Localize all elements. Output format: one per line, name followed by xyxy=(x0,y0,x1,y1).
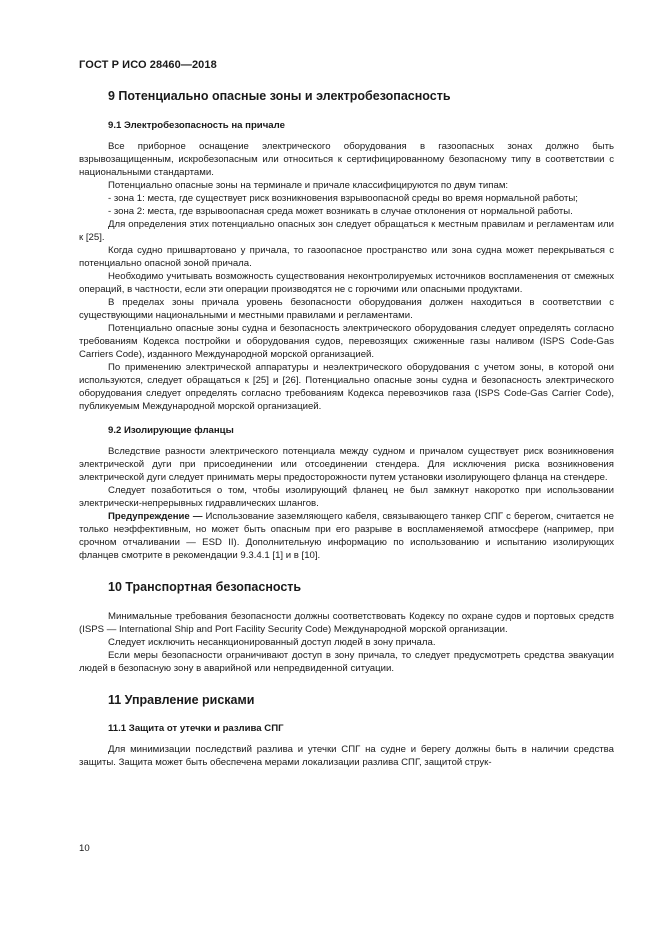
paragraph: Следует позаботиться о том, чтобы изолирующий фланец не был замкнут накоротко при использовании электрически-непрерывных гидравлических шлангов. xyxy=(79,485,614,509)
paragraph: Потенциально опасные зоны судна и безопасность электрического оборудования следует определять согласно требованиям Кодекса постройки и оборудования судов, перевозящих сжиженные газы наливом (ISPS Code-Gas Carriers Code), изданного Международной морской организацией. xyxy=(79,323,614,360)
list-item-zone-1: - зона 1: места, где существует риск возникновения взрывоопасной среды во время нормальной работы; xyxy=(108,193,578,204)
page-number: 10 xyxy=(79,843,90,854)
paragraph: Если меры безопасности ограничивают доступ в зону причала, то следует предусмотреть средства эвакуации людей в безопасную зону в аварийной или непредвиденной ситуации. xyxy=(79,650,614,674)
paragraph: По применению электрической аппаратуры и неэлектрического оборудования с учетом зоны, в которой они используются, следует обращаться к [25] и [26]. Потенциально опасные зоны судна и безопасность электрического оборудования следует определять согласно требованиям Кодекса перевозчиков газа (ISPS Code-Gas Carrier Code), публикуемым Международной морской организацией. xyxy=(79,362,614,412)
paragraph: Следует исключить несанкционированный доступ людей в зону причала. xyxy=(108,637,436,648)
warning-label: Предупреждение — xyxy=(108,511,203,522)
section-10-title: 10 Транспортная безопасность xyxy=(108,580,302,594)
paragraph: Для определения этих потенциально опасных зон следует обращаться к местным правилам и регламентам или к [25]. xyxy=(79,219,614,243)
paragraph: Вследствие разности электрического потенциала между судном и причалом существует риск возникновения электрической дуги при присоединении или отсоединении стендера. Для исключения риска возникновения электрической дуги следует принимать меры предосторожности путем установки изолирующего фланца на стендере. xyxy=(79,446,614,483)
subsection-9-1-title: 9.1 Электробезопасность на причале xyxy=(108,120,285,131)
document-id-header: ГОСТ Р ИСО 28460—2018 xyxy=(79,59,217,71)
paragraph: Все приборное оснащение электрического оборудования в газоопасных зонах должно быть взрывозащищенным, искробезопасным или относиться к сертифицированному безопасному типу в соответствии с национальными стандартами. xyxy=(79,141,614,178)
paragraph: Необходимо учитывать возможность существования неконтролируемых источников воспламенения от смежных операций, в частности, если эти операции производятся не с горючими или опасными продуктами. xyxy=(79,271,614,295)
warning-text: Использование заземляющего кабеля, связывающего танкер СПГ с берегом, считается не только неэффективным, но может быть опасным при его разрыве в воспламеняемой атмосфере (например, при срочном отчаливании — ESD II). Дополнительную информацию по использованию и испытанию изолирующих фланцев смотрите в рекомендации 9.3.4.1 [1] и в [10]. xyxy=(79,511,614,561)
section-9-title: 9 Потенциально опасные зоны и электробезопасность xyxy=(108,89,451,103)
subsection-9-2-title: 9.2 Изолирующие фланцы xyxy=(108,425,234,436)
paragraph: Для минимизации последствий разлива и утечки СПГ на судне и берегу должны быть в наличии средства защиты. Защита может быть обеспечена мерами локализации разлива СПГ, защитой струк- xyxy=(79,744,614,768)
paragraph: Когда судно пришвартовано у причала, то газоопасное пространство или зона судна может перекрываться с потенциально опасной зоной причала. xyxy=(79,245,614,269)
document-body xyxy=(79,88,614,769)
warning-paragraph xyxy=(79,510,614,562)
subsection-11-1-title: 11.1 Защита от утечки и разлива СПГ xyxy=(108,723,284,734)
paragraph: Потенциально опасные зоны на терминале и причале классифицируются по двум типам: xyxy=(108,180,509,191)
paragraph: В пределах зоны причала уровень безопасности оборудования должен находиться в соответствии с существующими национальными и местными правилами и регламентами. xyxy=(79,297,614,321)
paragraph: Минимальные требования безопасности должны соответствовать Кодексу по охране судов и портовых средств (ISPS — International Ship and Port Facility Security Code) Международной морской организации. xyxy=(79,611,614,635)
section-11-title: 11 Управление рисками xyxy=(108,693,255,707)
list-item-zone-2: - зона 2: места, где взрывоопасная среда может возникать в случае отклонения от нормальной работы. xyxy=(108,206,573,217)
